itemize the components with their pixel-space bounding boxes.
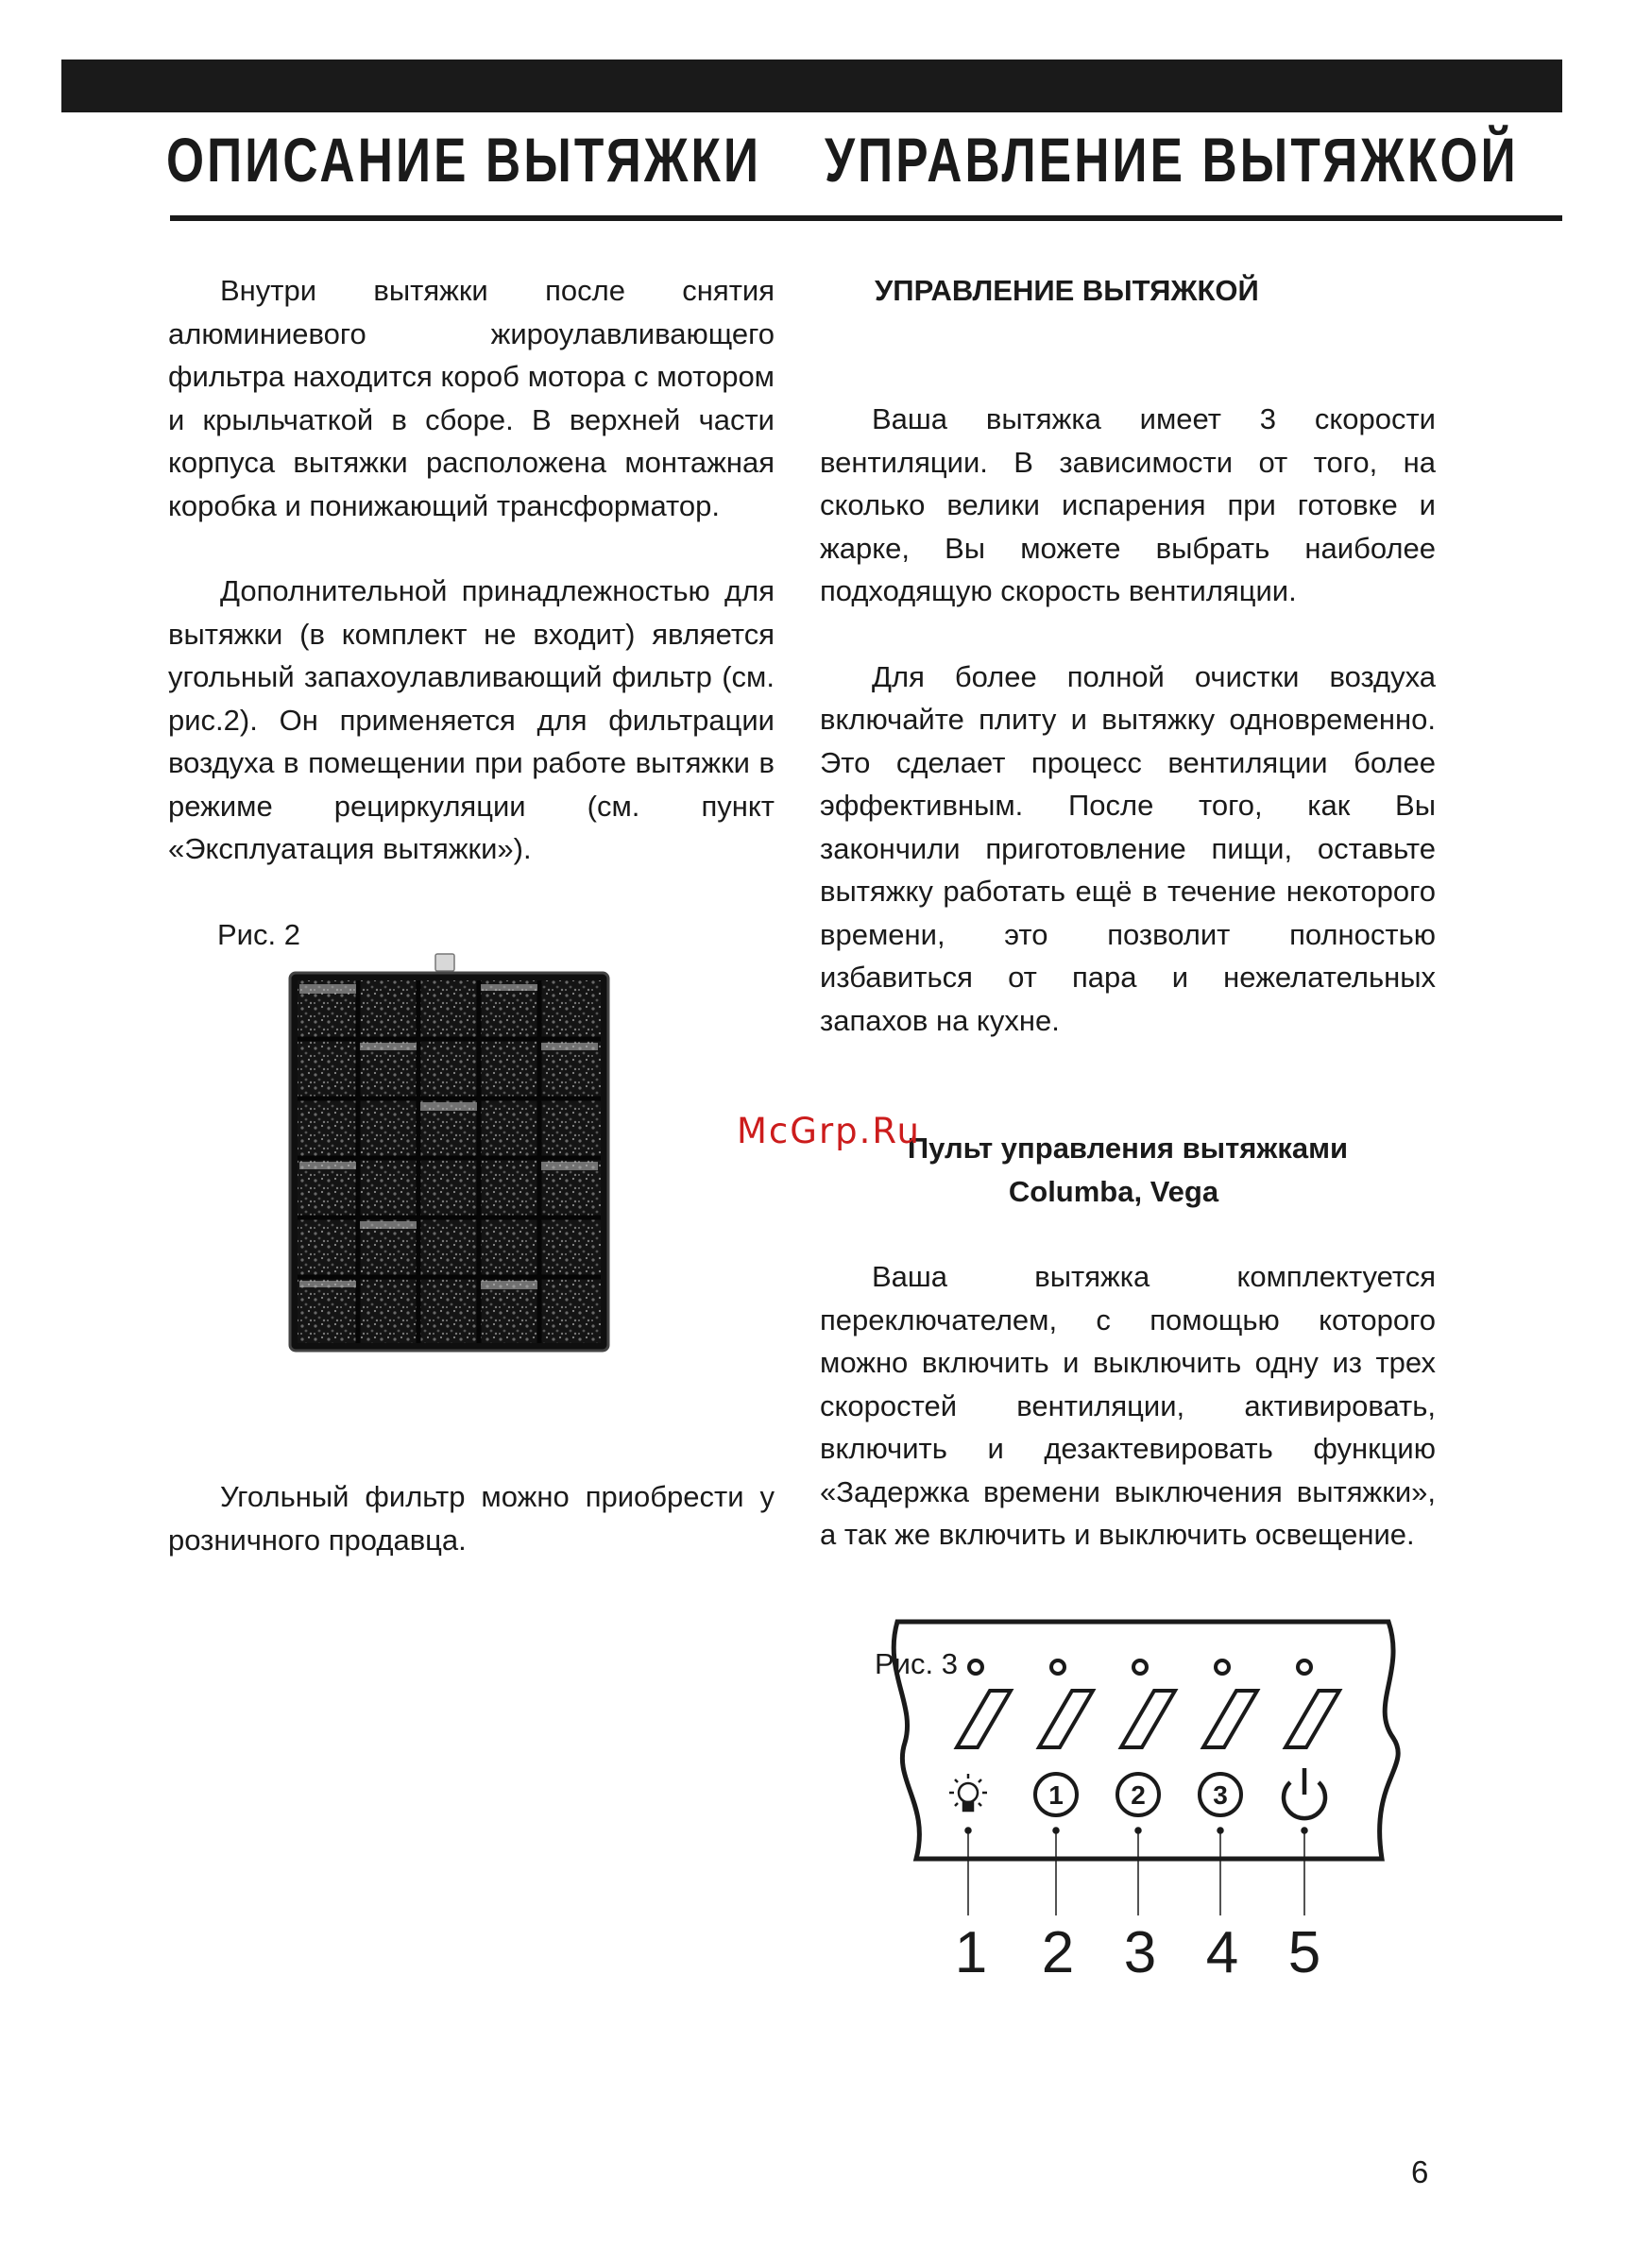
carbon-filter-icon xyxy=(286,952,612,1353)
light-icon xyxy=(949,1774,987,1811)
power-button[interactable] xyxy=(1286,1691,1339,1747)
carbon-filter-image xyxy=(286,952,612,1353)
title-underline xyxy=(170,215,1562,221)
remote-heading-line1: Пульт управления вытяжками xyxy=(907,1132,1349,1165)
power-icon xyxy=(1284,1768,1325,1818)
right-paragraph-2: Для более полной очистки воздуха включайте плиту и вытяжку одновременно. Это сделает процесс вентиляции более эффективным. После того, как Вы закончили приготовление пищи, оставьте вытяжку работать ещё в течение некоторого времени, это позволит полностью избавиться от пара и нежелательных запахов на кухне. xyxy=(820,659,1436,1037)
speed-2-button[interactable] xyxy=(1121,1691,1175,1747)
light-button[interactable] xyxy=(957,1691,1011,1747)
speed-3-label: 3 xyxy=(1213,1780,1228,1810)
right-paragraph-1: Ваша вытяжка имеет 3 скорости вентиляции. В зависимости от того, на сколько велики испарения при готовке и жарке, Вы можете выбрать наиболее подходящую скорость вентиляции. xyxy=(820,402,1436,607)
panel-buttons xyxy=(957,1691,1339,1747)
callout-4: 4 xyxy=(1205,1920,1239,1983)
callout-2: 2 xyxy=(1041,1920,1075,1983)
figure-2-label: Рис. 2 xyxy=(217,917,300,951)
control-panel-svg xyxy=(878,1615,1407,1983)
speed-2-label: 2 xyxy=(1131,1780,1146,1810)
control-panel-diagram xyxy=(878,1615,1407,1983)
left-paragraph-2: Дополнительной принадлежностью для вытяжки (в комплект не входит) является угольный запахоулавливающий фильтр (см. рис.2). Он применяется для фильтрации воздуха в помещении при работе вытяжки в режиме рециркуляции (см. пункт «Эксплуатация вытяжки»). xyxy=(168,574,775,865)
header-bar xyxy=(61,60,1562,112)
page-number: 6 xyxy=(1411,2154,1429,2189)
figure-3-label: Рис. 3 xyxy=(875,1646,958,1680)
remote-heading-line2: Columba, Vega xyxy=(1008,1174,1219,1208)
left-paragraph-3: Угольный фильтр можно приобрести у розничного продавца. xyxy=(168,1480,775,1557)
callout-5: 5 xyxy=(1287,1920,1321,1983)
title-left: ОПИСАНИЕ ВЫТЯЖКИ xyxy=(166,125,762,195)
control-heading: УПРАВЛЕНИЕ ВЫТЯЖКОЙ xyxy=(875,274,1259,307)
speed-1-button[interactable] xyxy=(1039,1691,1093,1747)
right-paragraph-3: Ваша вытяжка комплектуется переключателем, с помощью которого можно включить и выключить одну из трех скоростей вентиляции, активировать, включить и дезактевировать функцию «Задержка времени выключения вытяжки», а так же включить и выключить освещение. xyxy=(820,1260,1436,1551)
left-paragraph-1: Внутри вытяжки после снятия алюминиевого жироулавливающего фильтра находится короб мотора с мотором и крыльчаткой в сборе. В верхней части корпуса вытяжки расположена монтажная коробка и понижающий трансформатор. xyxy=(168,274,775,522)
speed-1-label: 1 xyxy=(1048,1780,1064,1810)
title-right: УПРАВЛЕНИЕ ВЫТЯЖКОЙ xyxy=(825,125,1519,195)
callout-3: 3 xyxy=(1123,1920,1157,1983)
right-column xyxy=(820,269,1436,1685)
speed-3-button[interactable] xyxy=(1203,1691,1257,1747)
watermark: McGrp.Ru xyxy=(737,1111,921,1151)
left-column xyxy=(168,269,775,1561)
callout-1: 1 xyxy=(954,1920,988,1983)
